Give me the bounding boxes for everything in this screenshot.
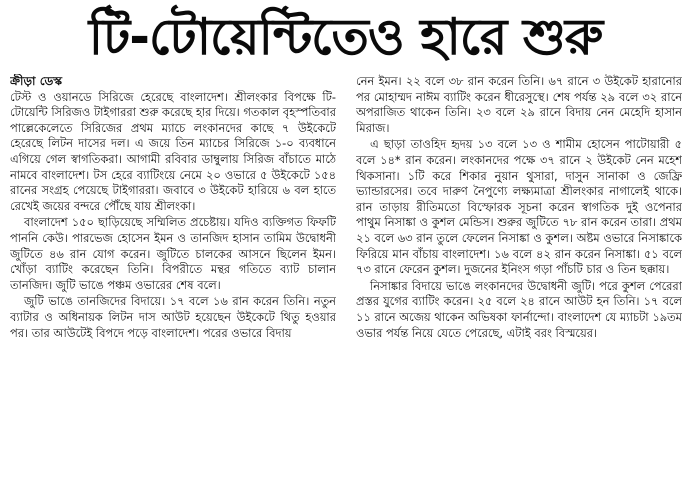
byline: ক্রীড়া ডেস্ক xyxy=(10,74,63,88)
article-body xyxy=(10,74,682,476)
article-column-left xyxy=(10,74,336,476)
article-paragraph: নিসাঙ্কার বিদায়ে ভাঙে লংকানদের উদ্বোধনী জুটি। পরে কুশল পেরেরা প্রস্তর যুগের ব্যাটিং করেন। ২৫ বলে ২৪ রানে আউট হন তিনি। ১৭ বলে ১১ রানে অজেয় থাকেন অভিষকা ফার্নান্দো। বাংলাদেশ যে ম্যাচটা ১৯তম ওভার পর্যন্ত নিয়ে যেতে পেরেছে, এটাই বরং বিস্ময়ের। xyxy=(356,278,682,340)
article-paragraph: নেন ইমন। ২২ বলে ৩৮ রান করেন তিনি। ৬৭ রানে ৩ উইকেট হারানোর পর মোহাম্মদ নাঈম ব্যাটিং করেন ধীরেসুস্থে। শেষ পর্যন্ত ২৯ বলে ৩২ রানে অপরাজিত থাকেন তিনি। ২৩ বলে ২৯ রানে বিদায় নেন মেহেদি হাসান মিরাজ। xyxy=(356,74,682,135)
article-paragraph: জুটি ভাঙে তানজিদের বিদায়ে। ১৭ বলে ১৬ রান করেন তিনি। নতুন ব্যাটার ও অধিনায়ক লিটন দাস আউট হয়েছেন উইকেটে থিতু হওয়ার পর। তার আউটেই বিপদে পড়ে বাংলাদেশ। পরের ওভারে বিদায় xyxy=(10,294,336,340)
article-paragraph: এ ছাড়া তাওহিদ হৃদয় ১৩ বলে ১৩ ও শামীম হোসেন পাটোয়ারী ৫ বলে ১৪* রান করেন। লংকানদের পক্ষে ৩৭ রানে ২ উইকেট নেন মহেশ থিকসানা। ১টি করে শিকার নুয়ান থুসারা, দাসুন সানাকা ও জেফ্রি ভ্যান্ডারসের। তবে দারুণ নৈপুণ্যে লক্ষ্যমাত্রা শ্রীলংকার নাগালেই থাকে। রান তাড়ায় রীতিমতো বিস্ফোরক সূচনা করেন স্বাগতিক দুই ওপেনার পাথুম নিসাঙ্কা ও কুশল মেন্ডিস। শুরুর জুটিতে ৭৮ রান করেন তারা। প্রথম ২১ বলে ৬৩ রান তুলে ফেলেন নিসাঙ্কা ও কুশল। অষ্টম ওভারে নিসাঙ্কাকে ফিরিয়ে মান বাঁচায় বাংলাদেশ। ১৬ বলে ৪২ রান করেন নিসাঙ্কা। ৫১ বলে ৭৩ রানে ফেরেন কুশল। দুজনের ইনিংস গড়া পাঁচটি চার ও তিন ছক্কায়। xyxy=(356,137,682,277)
article-paragraph: বাংলাদেশ ১৫০ ছাড়িয়েছে সম্মিলিত প্রচেষ্টায়। যদিও ব্যক্তিগত ফিফটি পাননি কেউ। পারভেজ হোসেন ইমন ও তানজিদ হাসান তামিম উদ্বোধনী জুটিতে ৪৬ রান যোগ করেন। জুটিতে চালকের আসনে ছিলেন ইমন। খোঁড়া ব্যাটিং করেছেন তিনি। বিপরীতে মন্থর গতিতে ব্যাট চালান তানজিদ। জুটি ভাঙে পঞ্চম ওভারের শেষ বলে। xyxy=(10,215,336,292)
article-paragraph: টেস্ট ও ওয়ানডে সিরিজে হেরেছে বাংলাদেশ। শ্রীলংকার বিপক্ষে টি-টোয়েন্টি সিরিজও টাইগাররা শুরু করেছে হার দিয়ে। গতকাল বৃহস্পতিবার পাল্লেকেলেতে সিরিজের প্রথম ম্যাচে লংকানদের কাছে ৭ উইকেটে হেরেছে লিটন দাসের দল। এ জয়ে তিন ম্যাচের সিরিজে ১-০ ব্যবধানে এগিয়ে গেল স্বাগতিকরা। আগামী রবিবার ডাম্বুলায় সিরিজ বাঁচাতে মাঠে নামবে বাংলাদেশ। টস হেরে ব্যাটিংয়ে নেমে ২০ ওভারে ৫ উইকেটে ১৫৪ রানের সংগ্রহ পেয়েছে টাইগাররা। জবাবে ৩ উইকেট হারিয়ে ৬ বল হাতে রেখেই জয়ের বন্দরে পৌঁছে যায় শ্রীলংকা। xyxy=(10,89,336,213)
article-column-right xyxy=(356,74,682,476)
headline: টি-টোয়েন্টিতেও হারে শুরু xyxy=(88,8,603,66)
